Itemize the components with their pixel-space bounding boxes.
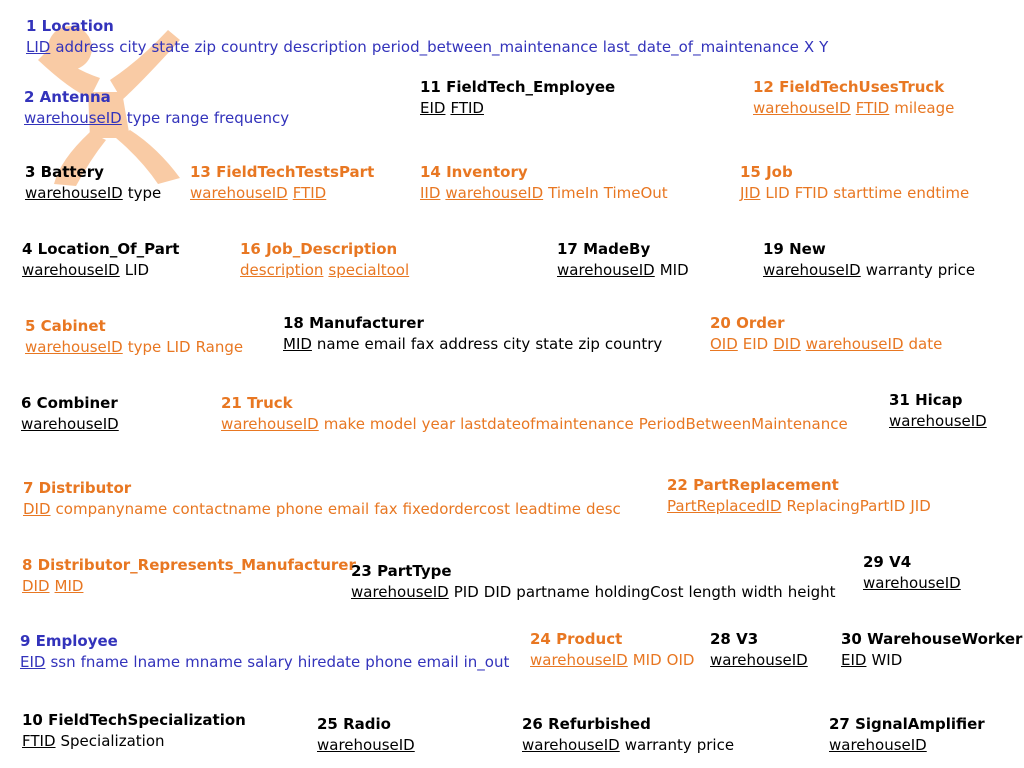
relation-v3 xyxy=(710,629,813,671)
attribute: leadtime xyxy=(514,500,581,518)
relation-attributes xyxy=(763,260,980,281)
relation-attributes xyxy=(25,183,166,204)
relation-attributes xyxy=(21,414,124,435)
relation-cabinet xyxy=(25,316,248,358)
key-attribute: FTID xyxy=(22,732,56,750)
attribute: ReplacingPartID xyxy=(786,497,906,515)
relation-fieldtech-uses-truck xyxy=(753,77,959,119)
relation-title: 27 SignalAmplifier xyxy=(829,715,985,733)
attribute: type xyxy=(127,184,162,202)
attribute: lname xyxy=(133,653,181,671)
key-attribute: warehouseID xyxy=(753,99,851,117)
relation-refurbished xyxy=(522,714,739,756)
attribute: holdingCost xyxy=(594,583,684,601)
attribute: period_between_maintenance xyxy=(371,38,598,56)
attribute: make xyxy=(323,415,365,433)
attribute: WID xyxy=(871,651,903,669)
relation-attributes xyxy=(20,652,514,673)
relation-truck xyxy=(221,393,853,435)
relation-title: 25 Radio xyxy=(317,715,391,733)
relation-title: 18 Manufacturer xyxy=(283,314,424,332)
relation-title: 11 FieldTech_Employee xyxy=(420,78,616,96)
key-attribute: warehouseID xyxy=(21,415,119,433)
relation-distributor xyxy=(23,478,626,520)
relation-title: 20 Order xyxy=(710,314,785,332)
attribute: OID xyxy=(666,651,695,669)
attribute: DID xyxy=(483,583,512,601)
relation-attributes xyxy=(351,582,841,603)
relation-antenna xyxy=(24,87,294,129)
attribute: country xyxy=(221,38,279,56)
key-attribute: DID xyxy=(773,335,801,353)
attribute: country xyxy=(604,335,663,353)
relation-title: 17 MadeBy xyxy=(557,240,651,258)
relation-title: 24 Product xyxy=(530,630,623,648)
attribute: lastdateofmaintenance xyxy=(460,415,634,433)
attribute: type xyxy=(127,338,162,356)
key-attribute: warehouseID xyxy=(445,184,544,202)
key-attribute: MID xyxy=(283,335,312,353)
relation-title: 31 Hicap xyxy=(889,391,963,409)
attribute: warranty xyxy=(624,736,692,754)
attribute: phone xyxy=(365,653,413,671)
attribute: fixedordercost xyxy=(402,500,510,518)
key-attribute: warehouseID xyxy=(25,338,123,356)
relation-title: 21 Truck xyxy=(221,394,293,412)
relation-title: 8 Distributor_Represents_Manufacturer xyxy=(22,556,356,574)
relation-attributes xyxy=(22,576,356,597)
attribute: address xyxy=(55,38,115,56)
attribute: zip xyxy=(578,335,600,353)
relation-title: 29 V4 xyxy=(863,553,912,571)
attribute: city xyxy=(503,335,531,353)
relation-attributes xyxy=(240,260,414,281)
attribute: model xyxy=(369,415,417,433)
relation-title: 16 Job_Description xyxy=(240,240,398,258)
attribute: type xyxy=(126,109,161,127)
attribute: fname xyxy=(80,653,129,671)
relation-attributes xyxy=(23,499,626,520)
relation-attributes xyxy=(740,183,974,204)
relation-title: 19 New xyxy=(763,240,826,258)
attribute: mname xyxy=(185,653,243,671)
attribute: range xyxy=(165,109,209,127)
relation-attributes xyxy=(22,731,246,752)
relation-attributes xyxy=(863,573,966,594)
relation-title: 30 WarehouseWorker xyxy=(841,630,1023,648)
attribute: Range xyxy=(195,338,244,356)
key-attribute: OID xyxy=(710,335,738,353)
attribute: fax xyxy=(374,500,398,518)
relation-job xyxy=(740,162,974,204)
relation-attributes xyxy=(420,98,615,119)
relation-attributes xyxy=(530,650,699,671)
relation-title: 23 PartType xyxy=(351,562,452,580)
attribute: frequency xyxy=(213,109,290,127)
relation-attributes xyxy=(25,337,248,358)
key-attribute: FTID xyxy=(292,184,327,202)
attribute: LID xyxy=(124,261,150,279)
relation-attributes xyxy=(829,735,985,756)
attribute: salary xyxy=(247,653,293,671)
key-attribute: IID xyxy=(420,184,441,202)
relation-warehouse-worker xyxy=(841,629,1022,671)
relation-order xyxy=(710,313,947,355)
key-attribute: FTID xyxy=(855,99,890,117)
key-attribute: warehouseID xyxy=(889,412,987,430)
attribute: LID xyxy=(166,338,191,356)
relation-new xyxy=(763,239,980,281)
key-attribute: warehouseID xyxy=(221,415,319,433)
attribute: last_date_of_maintenance xyxy=(602,38,799,56)
attribute: Y xyxy=(819,38,829,56)
attribute: width xyxy=(741,583,783,601)
relation-attributes xyxy=(710,334,947,355)
key-attribute: warehouseID xyxy=(763,261,861,279)
attribute: price xyxy=(696,736,735,754)
relation-location xyxy=(26,16,833,58)
attribute: companyname xyxy=(55,500,168,518)
attribute: mileage xyxy=(894,99,955,117)
relation-inventory xyxy=(420,162,673,204)
attribute: state xyxy=(151,38,190,56)
key-attribute: EID xyxy=(20,653,46,671)
relation-attributes xyxy=(26,37,833,58)
attribute: starttime xyxy=(833,184,903,202)
key-attribute: FTID xyxy=(450,99,484,117)
relation-attributes xyxy=(841,650,1022,671)
relation-title: 28 V3 xyxy=(710,630,759,648)
attribute: date xyxy=(908,335,943,353)
key-attribute: warehouseID xyxy=(351,583,449,601)
attribute: description xyxy=(283,38,367,56)
attribute: MID xyxy=(632,651,662,669)
relation-attributes xyxy=(557,260,694,281)
relation-title: 1 Location xyxy=(26,17,114,35)
attribute: JID xyxy=(910,497,931,515)
relation-attributes xyxy=(317,735,420,756)
attribute: X xyxy=(803,38,815,56)
attribute: length xyxy=(688,583,737,601)
relation-parttype xyxy=(351,561,841,603)
key-attribute: warehouseID xyxy=(317,736,415,754)
key-attribute: MID xyxy=(54,577,84,595)
relation-title: 7 Distributor xyxy=(23,479,132,497)
key-attribute: DID xyxy=(22,577,50,595)
relation-attributes xyxy=(24,108,294,129)
attribute: in_out xyxy=(463,653,510,671)
relation-battery xyxy=(25,162,166,204)
attribute: email xyxy=(327,500,370,518)
key-attribute: description xyxy=(240,261,324,279)
relation-v4 xyxy=(863,552,966,594)
key-attribute: LID xyxy=(26,38,51,56)
attribute: LID xyxy=(765,184,790,202)
relation-title: 26 Refurbished xyxy=(522,715,651,733)
relation-title: 15 Job xyxy=(740,163,793,181)
relation-location-of-part xyxy=(22,239,179,281)
attribute: desc xyxy=(585,500,621,518)
relation-attributes xyxy=(283,334,667,355)
attribute: year xyxy=(421,415,456,433)
key-attribute: warehouseID xyxy=(22,261,120,279)
attribute: ssn xyxy=(50,653,76,671)
relation-signal-amplifier xyxy=(829,714,985,756)
relation-fieldtech-employee xyxy=(420,77,615,119)
relation-attributes xyxy=(889,411,992,432)
key-attribute: warehouseID xyxy=(863,574,961,592)
relation-title: 5 Cabinet xyxy=(25,317,106,335)
relation-title: 13 FieldTechTestsPart xyxy=(190,163,375,181)
relation-part-replacement xyxy=(667,475,936,517)
attribute: FTID xyxy=(794,184,829,202)
relation-title: 10 FieldTechSpecialization xyxy=(22,711,246,729)
key-attribute: warehouseID xyxy=(190,184,288,202)
attribute: TimeOut xyxy=(603,184,668,202)
relation-attributes xyxy=(221,414,853,435)
attribute: MID xyxy=(659,261,689,279)
relation-title: 14 Inventory xyxy=(420,163,528,181)
relation-title: 4 Location_Of_Part xyxy=(22,240,180,258)
attribute: email xyxy=(364,335,406,353)
key-attribute: EID xyxy=(841,651,867,669)
attribute: contactname xyxy=(172,500,271,518)
relation-product xyxy=(530,629,699,671)
attribute: state xyxy=(535,335,574,353)
attribute: hiredate xyxy=(297,653,361,671)
relation-radio xyxy=(317,714,420,756)
relation-madeby xyxy=(557,239,694,281)
attribute: phone xyxy=(275,500,323,518)
relation-title: 12 FieldTechUsesTruck xyxy=(753,78,945,96)
relation-hicap xyxy=(889,390,992,432)
attribute: TimeIn xyxy=(548,184,599,202)
attribute: city xyxy=(119,38,147,56)
key-attribute: warehouseID xyxy=(557,261,655,279)
relation-title: 22 PartReplacement xyxy=(667,476,839,494)
key-attribute: warehouseID xyxy=(829,736,927,754)
relation-title: 6 Combiner xyxy=(21,394,118,412)
key-attribute: JID xyxy=(740,184,761,202)
attribute: partname xyxy=(516,583,590,601)
attribute: name xyxy=(316,335,360,353)
attribute: warranty xyxy=(865,261,933,279)
key-attribute: warehouseID xyxy=(710,651,808,669)
relation-job-description xyxy=(240,239,414,281)
relation-attributes xyxy=(420,183,673,204)
attribute: fax xyxy=(410,335,435,353)
relation-distributor-represents-manufacturer xyxy=(22,555,356,597)
relation-attributes xyxy=(190,183,374,204)
relation-title: 3 Battery xyxy=(25,163,104,181)
attribute: PeriodBetweenMaintenance xyxy=(638,415,848,433)
attribute: EID xyxy=(742,335,769,353)
attribute: zip xyxy=(194,38,217,56)
relation-employee xyxy=(20,631,514,673)
relation-fieldtech-tests-part xyxy=(190,162,374,204)
relation-attributes xyxy=(710,650,813,671)
key-attribute: specialtool xyxy=(328,261,410,279)
attribute: endtime xyxy=(907,184,970,202)
key-attribute: warehouseID xyxy=(522,736,620,754)
relation-title: 2 Antenna xyxy=(24,88,111,106)
attribute: price xyxy=(937,261,976,279)
attribute: PID xyxy=(453,583,479,601)
key-attribute: PartReplacedID xyxy=(667,497,782,515)
relation-combiner xyxy=(21,393,124,435)
key-attribute: warehouseID xyxy=(25,184,123,202)
relation-attributes xyxy=(667,496,936,517)
attribute: address xyxy=(439,335,499,353)
key-attribute: EID xyxy=(420,99,446,117)
relation-attributes xyxy=(522,735,739,756)
key-attribute: warehouseID xyxy=(24,109,122,127)
relation-attributes xyxy=(22,260,179,281)
relation-fieldtech-specialization xyxy=(22,710,246,752)
relation-manufacturer xyxy=(283,313,667,355)
attribute: height xyxy=(787,583,836,601)
key-attribute: warehouseID xyxy=(530,651,628,669)
relation-title: 9 Employee xyxy=(20,632,118,650)
relation-attributes xyxy=(753,98,959,119)
attribute: Specialization xyxy=(60,732,165,750)
key-attribute: warehouseID xyxy=(805,335,904,353)
attribute: email xyxy=(417,653,459,671)
key-attribute: DID xyxy=(23,500,51,518)
